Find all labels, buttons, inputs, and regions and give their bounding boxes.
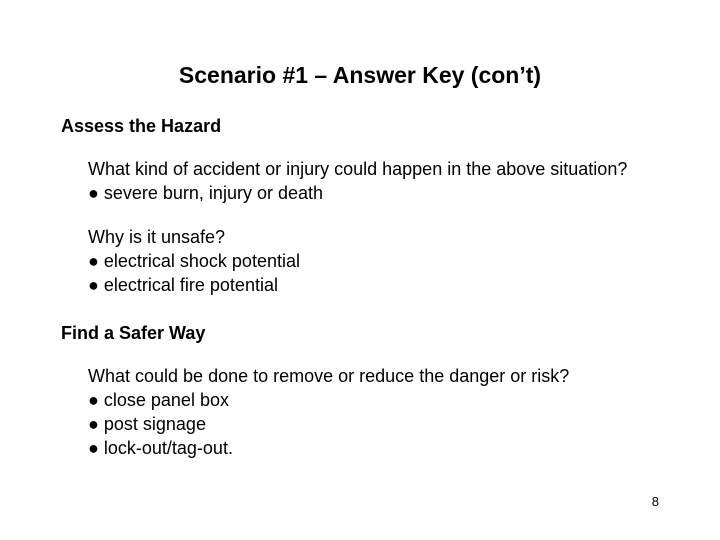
question-block-injury xyxy=(88,157,627,205)
question-text: What kind of accident or injury could happen in the above situation? xyxy=(88,159,628,179)
section-heading-assess-hazard: Assess the Hazard xyxy=(61,116,222,136)
slide-title: Scenario #1 – Answer Key (con’t) xyxy=(178,62,542,88)
section-heading-safer-way: Find a Safer Way xyxy=(61,323,206,343)
bullet-item: ● post signage xyxy=(88,414,206,434)
bullet-item: ● electrical fire potential xyxy=(88,275,278,295)
bullet-item: ● lock-out/tag-out. xyxy=(88,438,233,458)
question-text: Why is it unsafe? xyxy=(88,227,226,247)
page-number: 8 xyxy=(651,494,659,509)
question-block-reduce-risk xyxy=(88,364,569,460)
bullet-item: ● electrical shock potential xyxy=(88,251,300,271)
question-text: What could be done to remove or reduce the danger or risk? xyxy=(88,366,570,386)
bullet-item: ● close panel box xyxy=(88,390,229,410)
bullet-item: ● severe burn, injury or death xyxy=(88,183,323,203)
question-block-unsafe xyxy=(88,225,300,297)
